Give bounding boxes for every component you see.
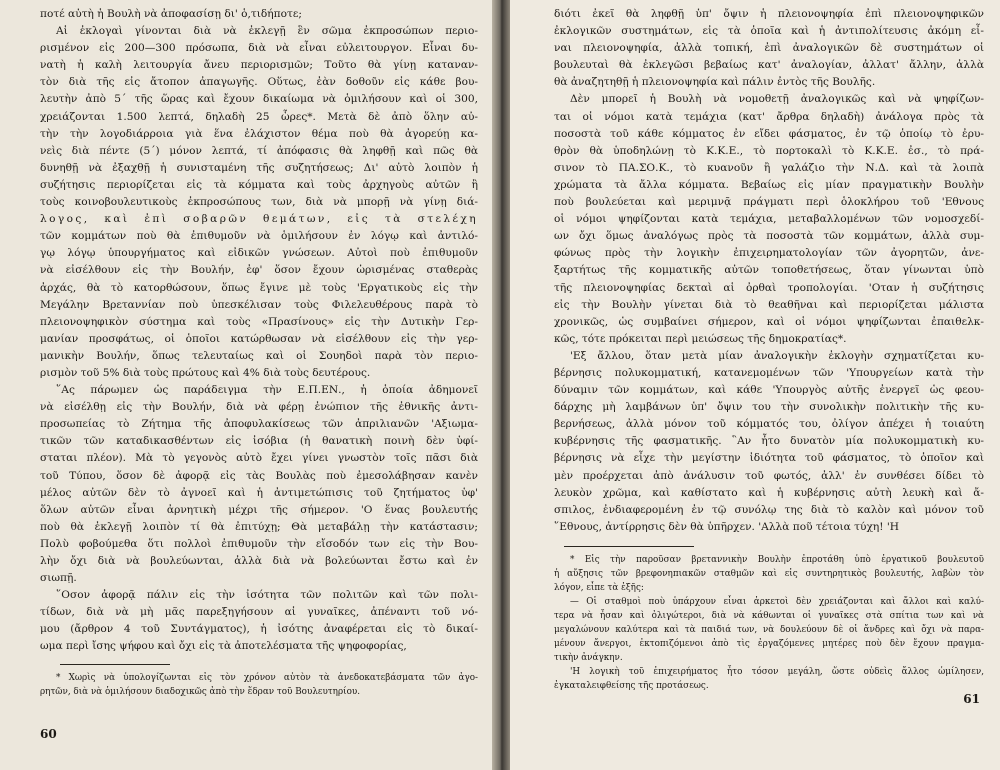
- text-line: νὰ εἰσέλθουν εἰς τὴν Βουλήν, ἐφ' ὅσον ἔχουν ὡρισμένας σταθερὰς: [40, 264, 478, 277]
- right-page-footnote: [554, 553, 984, 693]
- text-line: φώνως πρὸς τὴν λογικὴν ἐπιχειρηματολογίαν τῶν ἀγορητῶν, ἀνε-: [554, 247, 984, 260]
- text-line: δάρχης μὴ λαμβάνων ὑπ' ὄψιν του τὴν συνολικὴν πολιτικὴν τῆς κυ-: [554, 401, 984, 414]
- text-line: δυνηθῇ νὰ ἐξαχθῇ ἡ συνισταμένη τῆς συζητήσεως; Δι' αὐτὸ λοιπὸν ἡ: [40, 161, 478, 174]
- text-line: διότι ἐκεῖ θὰ ληφθῇ ὑπ' ὄψιν ἡ πλειονοψηφία ἐπὶ πλειονοψηφικῶν: [554, 8, 984, 20]
- footnote-line: * Χωρὶς νὰ ὑπολογίζωνται εἰς τὸν χρόνον αὐτὸν τὰ ἀνεδοκατεβάσματα τῶν ἀγο-: [56, 672, 478, 683]
- text-line: λογος, καὶ ἐπὶ σοβαρῶν θεμάτων, εἰς τὰ στελέχη: [40, 213, 478, 226]
- left-page-number: 60: [40, 727, 57, 741]
- text-line: τικῶν τῶν καταδικασθέντων εἰς ἰσόβια (ἡ θανατικὴ ποινὴ δὲν ὑφί-: [40, 435, 478, 448]
- text-line: λευκὸν χρῶμα, καὶ καθίστατο καὶ ἡ κυβέρνησις αὐτὴ λευκὴ καὶ ἄ-: [554, 486, 984, 499]
- text-line: ναι πλειονοψηφία, ἀλλὰ τοπική, ἐπὶ ἀναλογικῶν δὲ συστημάτων οἱ: [554, 42, 984, 55]
- text-line: προσωπείας τὸ Ζήτημα τῆς ἀποφυλακίσεως τῶν ἀπριλιανῶν 'Αξιωμα-: [40, 418, 478, 431]
- right-page-number: 61: [963, 692, 980, 706]
- footnote-line: ἡ αὔξησις τῶν βρεφονηπιακῶν σταθμῶν καὶ εἰς συντηρητικὸς βουλευτής, λαβὼν τὸν: [554, 568, 984, 579]
- text-line: μανίαν προσφάτως, οἱ ὁποῖοι κατώρθωσαν νὰ εἰσέλθουν εἰς τὴν γερ-: [40, 332, 478, 345]
- text-line: μέλος αὐτῶν δὲν τὸ ἀγνοεῖ καὶ ἡ ἀντιμετώπισις τοῦ ζητήματος ὑφ': [40, 486, 478, 499]
- text-line: ῞Εθνους, ἀντίρρησις δὲν θὰ ὑπῆρχεν. 'Αλλὰ ποῦ τέτοια τύχη! 'Η: [554, 520, 900, 533]
- left-footnote-rule: [60, 664, 170, 665]
- text-line: ται οἱ νόμοι κατὰ τεμάχια (κατ' ἄρθρα δηλαδὴ) ἀνάλογα πρὸς τὰ: [554, 110, 984, 123]
- right-footnote-rule: [564, 546, 694, 547]
- text-line: ων ὄχι ὅμως ἀναλόγως πρὸς τὰ ποσοστὰ τῶν κομμάτων, ἀλλὰ συμ-: [554, 230, 984, 243]
- footnote-line: μεγαλώνουν καλύτερα καὶ τὰ παιδιά των, νὰ δουλεύουν δὲ οἱ ἄνδρες καὶ ὄχι νὰ παρα-: [554, 624, 984, 635]
- text-line: κυβέρνησις τῆς φασματικῆς. ῝Αν ἦτο δυνατὸν μία πολυκομματικὴ κυ-: [554, 435, 984, 448]
- footnote-line: λόγον, εἶπε τὰ ἑξῆς:: [554, 582, 644, 593]
- text-line: τῆς πλειονοψηφίας δεκταὶ αἱ ὀρθαὶ τροπολογίαι. 'Οταν ἡ συζήτησις: [554, 281, 984, 294]
- text-line: νὰ εἰσέλθῃ εἰς τὴν Βουλήν, διὰ νὰ φέρῃ ἐνώπιον τῆς ἐθνικῆς ἀντι-: [40, 401, 478, 414]
- text-line: νατὴ ἡ καλὴ λειτουργία ἄνευ περιορισμῶν; Τοῦτο θὰ γίνῃ καταναν-: [40, 59, 478, 72]
- footnote-line: τερα νὰ ἦσαν καὶ ὀλιγώτεροι, διὰ νὰ κάθωνται οἱ γυναῖκες στὰ σπίτια των καὶ νὰ: [554, 610, 984, 621]
- text-line: μὲν προέρχεται ἀπὸ ἀνάλυσιν τοῦ φωτός, ἀλλ' ἐν συνθέσει δίδει τὸ: [554, 469, 984, 482]
- text-line: τὸν διὰ τῆς εἰς ἄτοπον ἀπαγωγῆς. Οὕτως, ἐὰν δοθοῦν εἰς κάθε βου-: [40, 76, 478, 89]
- text-line: κῶς, τότε πρόκειται περὶ μειώσεως τῆς δημοκρατίας*.: [554, 332, 847, 345]
- text-line: βερνήσεως, ἀλλὰ μόνον τοῦ κόμματός του, ὀλίγον ἀπέχει ἡ τοιαύτη: [554, 418, 984, 431]
- text-line: Πολὺ φοβούμεθα ὅτι πολλοὶ ἐπιθυμοῦν τὴν εἴσοδόν των εἰς τὴν Βου-: [40, 537, 478, 550]
- text-line: ποὺ βουλεύεται καὶ μεριμνᾷ πράγματι περὶ ὁλοκλήρου τοῦ 'Εθνους: [554, 196, 984, 209]
- left-page-footnote: [40, 671, 478, 699]
- text-line: λὴν ὄχι διὰ νὰ βουλεύωνται, ἀλλὰ διὰ νὰ βολεύωνται ἔστω καὶ ἐν: [40, 555, 478, 567]
- text-line: νεὶς διὰ πέντε (5΄) μόνον λεπτά, τί ἀπόφασις θὰ ληφθῇ καὶ πῶς θὰ: [40, 144, 478, 157]
- text-line: 'Εξ ἄλλου, ὅταν μετὰ μίαν ἀναλογικὴν ἐκλογὴν σχηματίζεται κυ-: [570, 349, 984, 362]
- footnote-line: * Εἰς τὴν παροῦσαν βρεταννικὴν Βουλὴν ἐπροτάθη ὑπὸ ἐργατικοῦ βουλευτοῦ: [570, 554, 984, 565]
- footnote-line: ρητῶν, διὰ νὰ ὁμιλήσουν διαδοχικῶς ἀπὸ τὴν ἕδραν τοῦ Βουλευτηρίου.: [40, 686, 361, 697]
- text-line: σιωπῇ.: [40, 572, 77, 585]
- footnote-line: μένουν ἄνεργοι, ἐκτοπιζόμενοι ἀπὸ τὶς ἐργαζόμενες μητέρες ποὺ δὲν ἔχουν πραγμα-: [554, 638, 984, 649]
- text-line: σταται πλέον). Μὰ τὸ γεγονὸς αὐτὸ ἔχει γίνει γνωστὸν τοῖς πᾶσι διὰ: [40, 452, 478, 465]
- text-line: συζήτησις περιορίζεται εἰς τὰ κόμματα καὶ τοὺς ἀρχηγοὺς αὐτῶν ἢ: [40, 178, 478, 191]
- footnote-line: ἐγκαταλειφθείσης τῆς προτάσεως.: [554, 680, 709, 691]
- text-line: χρώματα τὰ ἄλλα κόμματα. Βεβαίως εἰς μίαν πραγματικὴν Βουλὴν: [554, 178, 984, 191]
- text-line: βουλευταὶ θὰ ἐκλεγῶσι βεβαίως κατ' ἀναλογίαν, ἀλλατ' ἄλλην, ἀλλὰ: [554, 59, 984, 72]
- text-line: ῞Ας πάρωμεν ὡς παράδειγμα τὴν Ε.Π.ΕΝ., ἡ ὁποία ἀδημονεῖ: [56, 384, 478, 397]
- text-line: γῳ λόγῳ ὑπουργήματος καὶ εἰδικῶν γνώσεων. Αὐτοὶ ποὺ ἐπιθυμοῦν: [40, 247, 478, 260]
- text-line: ποσοστὰ τοῦ κάθε κόμματος ἐν εἴδει φάσματος, ἐν τῷ ὁποίῳ τὸ ἐρυ-: [554, 127, 984, 140]
- text-line: ποτέ αὐτὴ ἡ Βουλὴ νὰ ἀποφασίσῃ δι' ὁ,τιδήποτε;: [40, 8, 302, 20]
- text-line: λευτὴν ἀπὸ 5΄ τῆς ὥρας καὶ ἔχουν δικαίωμα νὰ ὁμιλήσουν καὶ οἱ 300,: [40, 93, 478, 106]
- text-line: οἱ νόμοι ψηφίζονται κατὰ τεμάχια, μεταβαλλομένων τῶν νομοσχεδί-: [554, 213, 984, 226]
- text-line: μου (ἄρθρον 4 τοῦ Συντάγματος), ἡ ἰσότης ἀναφέρεται εἰς τὸ δικαί-: [40, 623, 478, 636]
- text-line: βέρνησις νὰ εἶχε τὴν μεγίστην ἰδιότητα τοῦ φάσματος, τὸ ὁποῖον καὶ: [554, 452, 984, 465]
- footnote-line: — Οἱ σταθμοὶ ποὺ ὑπάρχουν εἶναι ἀρκετοὶ δὲν χρειάζονται καὶ ἄλλοι καὶ καλύ-: [570, 596, 984, 607]
- text-line: δύναμιν τῶν κομμάτων, καὶ κάθε 'Υπουργὸς αὐτῆς ἐνεργεῖ ὡς φεου-: [554, 384, 984, 397]
- right-page: [510, 0, 1000, 770]
- text-line: ωμα περὶ ἴσης ψήφου καὶ ὄχι εἰς τὰ ἀποτελέσματα τῆς ψηφοφορίας,: [40, 640, 407, 653]
- footnote-line: τικὴν ἀνάγκην.: [554, 652, 623, 663]
- text-line: ξαρτήτως τῆς κομματικῆς αὐτῶν τοποθετήσεως, ὅταν γίνωνται ὑπὸ: [554, 264, 984, 277]
- text-line: εἰς τὴν Βουλὴν γίνεται διὰ τὸ θεαθῆναι καὶ περιορίζεται μάλιστα: [554, 298, 984, 311]
- text-line: τοὺς κοινοβουλευτικοὺς ἐκπροσώπους των, διὰ νὰ μπορῇ νὰ γίνῃ διά-: [40, 196, 478, 209]
- text-line: βέρνησις πολυκομματική, κατανεμομένων τῶν 'Υπουργείων κατὰ τὴν: [554, 366, 984, 379]
- text-line: θρὸν θὰ ὑποδηλώνῃ τὸ Κ.Κ.Ε., τὸ πορτοκαλὶ τὸ Κ.Κ.Ε. ἐσ., τὸ πρά-: [554, 144, 984, 157]
- text-line: τοῦ Τύπου, ὅσον δὲ ἀφορᾷ εἰς τὰς Βουλὰς ποὺ ἐμεσολάβησαν κανὲν: [40, 469, 478, 482]
- text-line: ἀρχάς, θὰ τὸ κατορθώσουν, ὅπως ἔγινε μὲ τοὺς 'Εργατικοὺς εἰς τὴν: [40, 281, 478, 294]
- footnote-line: 'Η λογικὴ τοῦ ἐπιχειρήματος ἦτο τόσον μεγάλη, ὥστε οὐδεὶς ἄλλος ὡμίλησεν,: [570, 666, 984, 677]
- text-line: πλειονοψηφικὸν σύστημα καὶ τοὺς «Πρασίνους» εἰς τὴν Δυτικὴν Γερ-: [40, 315, 478, 328]
- book-gutter: [492, 0, 510, 770]
- text-line: τίδων, διὰ νὰ μὴ μᾶς παρεξηγήσουν αἱ γυναῖκες, ἀπέναντι τοῦ νό-: [40, 606, 478, 619]
- text-line: ρισμὸν τοῦ 5% διὰ τοὺς πρώτους καὶ 4% διὰ τοὺς δευτέρους.: [40, 366, 371, 379]
- text-line: θὰ ἀναζητηθῇ ἡ πλειονοψηφία καὶ πάλιν ἐντὸς τῆς Βουλῆς.: [554, 76, 876, 89]
- text-line: ρισμένον εἰς 200—300 πρόσωπα, διὰ νὰ εἶναι εὐλειτουργον. Εἶναι δυ-: [40, 42, 478, 55]
- text-line: ἐκλογικῶν συστημάτων, εἰς τὰ ὁποῖα καὶ ἡ ἀντιπολίτευσις ἀκόμη εἶ-: [554, 25, 984, 38]
- text-line: Αἱ ἐκλογαὶ γίνονται διὰ νὰ ἐκλεγῇ ἓν σῶμα ἐκπροσώπων περιο-: [56, 25, 478, 38]
- text-line: χρονικῶς, ὡς συμβαίνει σήμερον, καὶ οἱ νόμοι ψηφίζωνται ἐπαιθελκ-: [554, 315, 984, 328]
- text-line: τὴν τὴν λογοδιάρροια γιὰ ἕνα ἐλάχιστον θέμα ποὺ θὰ ἀγορεύῃ κα-: [40, 127, 478, 140]
- text-line: Δὲν μπορεῖ ἡ Βουλὴ νὰ νομοθετῇ ἀναλογικῶς καὶ νὰ ψηφίζων-: [570, 93, 984, 106]
- text-line: ποὺ θὰ ἐκλεγῇ λοιπὸν τί θὰ ἐπιτύχῃ; Θὰ μεταβάλῃ τὴν κατάστασιν;: [40, 520, 478, 533]
- right-page-body: [554, 6, 984, 536]
- text-line: ὅλων αὐτῶν εἶναι ἀρνητικὴ μέχρι τῆς σήμερον. 'Ο ἕνας βουλευτής: [40, 503, 478, 516]
- text-line: σπιλος, ἐνδιαφερομένη ἐν τῷ συνόλῳ της διὰ τὸ καλὸν καὶ μόνον τοῦ: [554, 503, 984, 516]
- text-line: ῞Οσον ἀφορᾷ πάλιν εἰς τὴν ἰσότητα τῶν πολιτῶν καὶ τῶν πολι-: [56, 589, 478, 602]
- text-line: μανικὴν Βουλήν, ὅπως τελευταίως καὶ οἱ Σουηδοὶ παρὰ τὸν περιο-: [40, 349, 478, 362]
- text-line: σινον τὸ ΠΑ.ΣΟ.Κ., τὸ κυανοῦν ἢ γαλάζιο τὴν Ν.Δ. καὶ τὰ λοιπὰ: [554, 161, 984, 174]
- text-line: χρειάζονται 1.500 λεπτά, δηλαδὴ 25 ὧρες*. Μετὰ δὲ ἀπὸ ὅλην αὐ-: [40, 110, 478, 123]
- left-page-body: [40, 6, 478, 656]
- text-line: τῶν κομμάτων ποὺ θὰ ἐπιθυμοῦν νὰ ὁμιλήσουν ἐν λόγῳ καὶ ἀντιλό-: [40, 230, 478, 243]
- text-line: Μεγάλην Βρεταννίαν ποὺ ὑπεσκέλισαν τοὺς Φιλελευθέρους παρὰ τὸ: [40, 298, 478, 311]
- left-page: [0, 0, 492, 770]
